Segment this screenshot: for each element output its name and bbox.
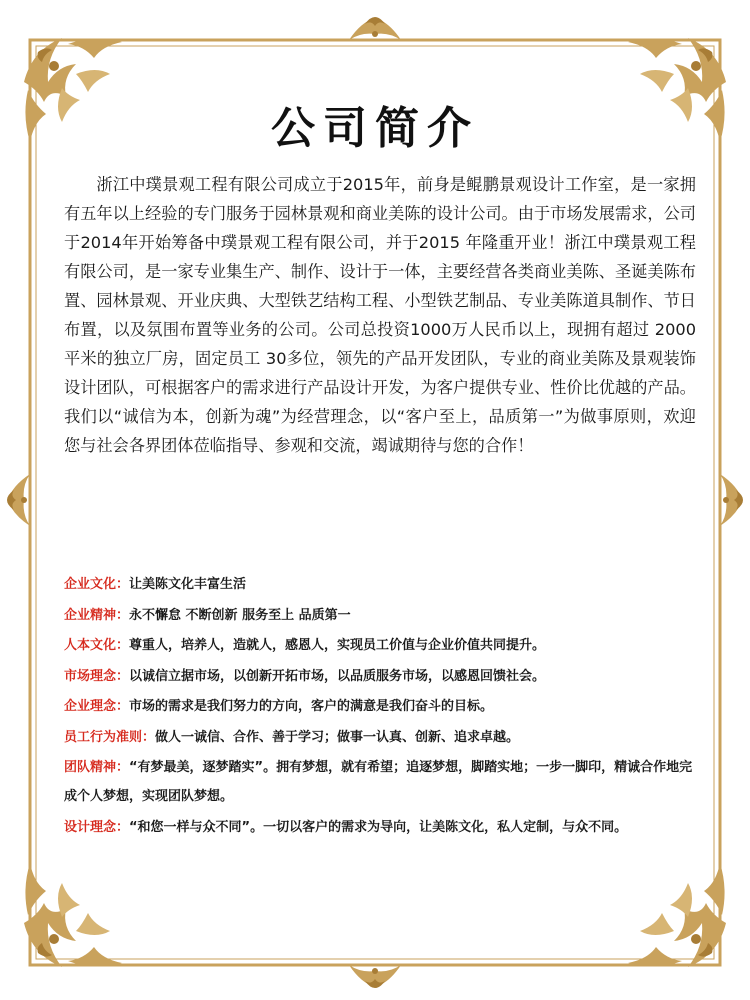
value-item — [64, 662, 696, 691]
value-text: 永不懈怠 不断创新 服务至上 品质第一 — [129, 607, 351, 623]
value-item — [64, 692, 696, 721]
value-item — [64, 753, 696, 811]
value-label: 企业精神： — [64, 607, 130, 623]
value-item — [64, 813, 696, 842]
value-label: 团队精神： — [64, 760, 130, 775]
value-item — [64, 601, 696, 630]
right-crest-ornament — [720, 474, 743, 526]
value-text: 以诚信立据市场，以创新开拓市场，以品质服务市场，以感恩回馈社会。 — [129, 668, 546, 684]
value-label: 市场理念： — [64, 668, 130, 684]
value-text: “有梦最美，逐梦踏实”。拥有梦想，就有希望；追逐梦想，脚踏实地；一步一脚印，精诚合作地完成个人梦想，实现团队梦想。 — [64, 760, 693, 804]
page-title: 公司简介 — [271, 103, 479, 154]
company-intro-paragraph: 浙江中璞景观工程有限公司成立于2015年，前身是鲲鹏景观设计工作室，是一家拥有五年以上经验的专门服务于园林景观和商业美陈的设计公司。由于市场发展需求，公司于2014年开始筹备中璞景观工程有限公司，并于2015 年隆重开业！浙江中璞景观工程有限公司，是一家专业集生产、制作、设计于一体，主要经营各类商业美陈、圣诞美陈布置、园林景观、开业庆典、大型铁艺结构工程、小型铁艺制品、专业美陈道具制作、节日布置，以及氛围布置等业务的公司。公司总投资1000万人民币以上，现拥有超过 2000 平米的独立厂房，固定员工 30多位，领先的产品开发团队，专业的商业美陈及景观装饰设计团队，可根据客户的需求进行产品设计开发，为客户提供专业、性价比优越的产品。我们以“诚信为本，创新为魂”为经营理念，以“客户至上，品质第一”为做事原则，欢迎您与社会各界团体莅临指导、参观和交流，竭诚期待与您的合作！ — [64, 175, 696, 455]
corporate-values-list — [64, 570, 696, 843]
corner-ornament-bottom-right — [628, 863, 726, 967]
value-text: 市场的需求是我们努力的方向，客户的满意是我们奋斗的目标。 — [129, 699, 494, 714]
value-label: 企业理念： — [64, 699, 130, 714]
value-label: 企业文化： — [64, 577, 130, 592]
value-text: “和您一样与众不同”。一切以客户的需求为导向，让美陈文化，私人定制，与众不同。 — [129, 819, 628, 835]
value-label: 员工行为准则： — [64, 729, 156, 745]
value-text: 尊重人，培养人，造就人，感恩人，实现员工价值与企业价值共同提升。 — [129, 638, 546, 653]
value-item — [64, 631, 696, 660]
top-crest-ornament — [349, 17, 401, 40]
bottom-crest-ornament — [349, 965, 401, 988]
value-text: 让美陈文化丰富生活 — [129, 577, 247, 592]
left-crest-ornament — [7, 474, 30, 526]
value-item — [64, 723, 696, 752]
value-label: 人本文化： — [64, 638, 130, 653]
corner-ornament-bottom-left — [24, 863, 122, 967]
value-label: 设计理念： — [64, 819, 130, 835]
value-item — [64, 570, 696, 599]
value-text: 做人一诚信、合作、善于学习；做事一认真、创新、追求卓越。 — [155, 729, 520, 745]
